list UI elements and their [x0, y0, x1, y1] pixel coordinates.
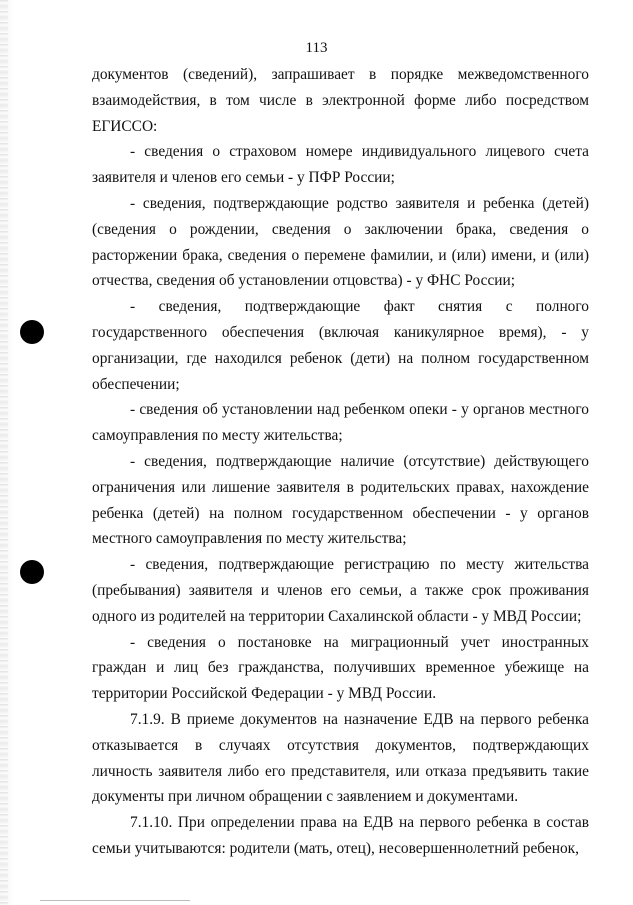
list-item-parental-rights: - сведения, подтверждающие наличие (отсутствие) действующего ограничения или лишение заявителя в родительских правах, нахождение ребенка (детей) на полном государственном обеспечении - у органов местного самоуправления по месту жительства;	[92, 452, 589, 548]
list-item-guardianship: - сведения об установлении над ребенком опеки - у органов местного самоуправления по месту жительства;	[92, 401, 589, 445]
list-item-state-support: - сведения, подтверждающие факт снятия с полного государственного обеспечения (включая каникулярное время), - у организации, где находился ребенок (дети) на полном государственном обеспечении;	[92, 298, 589, 393]
list-item-registration: - сведения, подтверждающие регистрацию по месту жительства (пребывания) заявителя и членов его семьи, а также срок проживания одного из родителей на территории Сахалинской области - у МВД России;	[92, 556, 589, 625]
page-number: 113	[305, 40, 328, 56]
scan-edge-artifact	[0, 0, 8, 905]
list-item-snils: - сведения о страховом номере индивидуального лицевого счета заявителя и членов его семьи - у ПФР России;	[92, 143, 589, 187]
punch-hole-mark	[20, 560, 44, 584]
clause-7-1-9: 7.1.9. В приеме документов на назначение ЕДВ на первого ребенка отказывается в случаях отсутствия документов, подтверждающих личность заявителя либо его представителя, или отказа предъявить такие документы при личном обращении с заявлением и документами.	[92, 710, 589, 806]
list-item-kinship: - сведения, подтверждающие родство заявителя и ребенка (детей) (сведения о рождении, сведения о заключении брака, сведения о расторжении брака, сведения о перемене фамилии, и (или) имени, и (или) отчества, сведения об установлении отцовства) - у ФНС России;	[92, 194, 589, 290]
list-item-migration: - сведения о постановке на миграционный учет иностранных граждан и лиц без гражданства, получивших временное убежище на территории Российской Федерации - у МВД России.	[92, 633, 589, 703]
document-body	[92, 62, 589, 862]
footer-rule	[40, 900, 190, 901]
paragraph-continuation: документов (сведений), запрашивает в порядке межведомственного взаимодействия, в том числе в электронной форме либо посредством ЕГИССО:	[92, 66, 589, 135]
clause-7-1-10: 7.1.10. При определении права на ЕДВ на первого ребенка в состав семьи учитываются: родители (мать, отец), несовершеннолетний ребенок,	[92, 814, 589, 857]
punch-hole-mark	[20, 320, 44, 344]
